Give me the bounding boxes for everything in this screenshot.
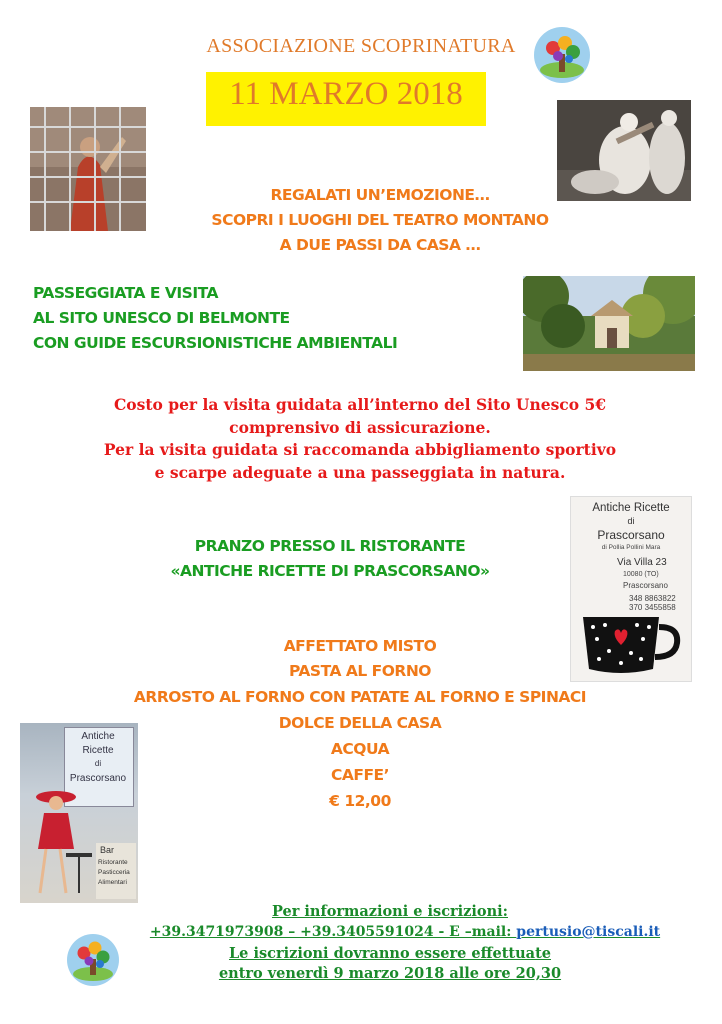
restaurant-sign-photo — [20, 723, 138, 903]
sign-title-4: Prascorsano — [69, 773, 127, 784]
association-logo-footer — [66, 933, 120, 987]
lunch-line-2: «ANTICHE RICETTE DI PRASCORSANO» — [170, 562, 490, 580]
card-city-2: Prascorsano — [623, 581, 668, 590]
walk-line-1: PASSEGGIATA E VISITA — [33, 284, 218, 302]
cost-line-1: Costo per la visita guidata all’interno del Sito Unesco 5€ — [113, 395, 607, 414]
sign-sub-1: Bar — [100, 845, 115, 855]
card-title-3: Prascorsano — [597, 528, 665, 542]
menu-item-2: PASTA AL FORNO — [289, 662, 431, 680]
sign-title-2: Ricette — [82, 745, 114, 756]
sign-sub-4: Alimentari — [98, 879, 127, 886]
card-phone-1: 348 8863822 — [629, 594, 676, 603]
sign-sub-3: Pasticceria — [98, 869, 130, 876]
association-title: ASSOCIAZIONE SCOPRINATURA — [206, 35, 516, 57]
email-link[interactable]: pertusio@tiscali.it — [516, 924, 661, 940]
statue-behind-grate-photo — [30, 107, 146, 231]
menu-item-3: ARROSTO AL FORNO CON PATATE AL FORNO E SPINACI — [133, 688, 587, 706]
walk-line-2: AL SITO UNESCO DI BELMONTE — [33, 309, 290, 327]
chapel-in-woods-photo — [523, 276, 695, 371]
sign-sub-2: Ristorante — [98, 859, 128, 866]
walk-line-3: CON GUIDE ESCURSIONISTICHE AMBIENTALI — [33, 334, 398, 352]
sign-title-3: di — [94, 759, 102, 768]
card-city-1: 10080 (TO) — [623, 571, 659, 578]
intro-line-2: SCOPRI I LUOGHI DEL TEATRO MONTANO — [211, 211, 549, 229]
menu-item-4: DOLCE DELLA CASA — [278, 714, 442, 732]
deadline-line-2: entro venerdì 9 marzo 2018 alle ore 20,30 — [218, 965, 562, 982]
lady-illustration — [26, 783, 96, 901]
cost-line-4: e scarpe adeguate a una passeggiata in natura. — [154, 463, 566, 482]
card-phone-2: 370 3455858 — [629, 603, 676, 612]
card-title-1: Antiche Ricette — [592, 502, 670, 514]
info-phones: +39.3471973908 – +39.3405591024 - E –mail: — [149, 924, 517, 940]
intro-line-3: A DUE PASSI DA CASA … — [279, 236, 481, 254]
cost-line-2: comprensivo di assicurazione. — [229, 418, 491, 437]
info-contacts — [110, 924, 700, 940]
card-street: Via Villa 23 — [617, 557, 667, 568]
menu-item-5: ACQUA — [330, 740, 390, 758]
card-owner: di Pollia Pollini Mara — [601, 544, 661, 551]
menu-item-6: CAFFE’ — [330, 766, 390, 784]
menu-item-1: AFFETTATO MISTO — [283, 637, 437, 655]
sign-title-1: Antiche — [81, 731, 115, 742]
association-logo — [533, 26, 591, 84]
info-heading: Per informazioni e iscrizioni: — [271, 903, 508, 920]
menu-price: € 12,00 — [329, 792, 391, 810]
lunch-line-1: PRANZO PRESSO IL RISTORANTE — [194, 537, 466, 555]
card-title-2: di — [627, 516, 635, 526]
intro-line-1: REGALATI UN’EMOZIONE… — [270, 186, 490, 204]
event-date: 11 MARZO 2018 — [229, 76, 463, 112]
deadline-line-1: Le iscrizioni dovranno essere effettuate — [228, 945, 551, 962]
cost-line-3: Per la visita guidata si raccomanda abbigliamento sportivo — [103, 440, 617, 459]
